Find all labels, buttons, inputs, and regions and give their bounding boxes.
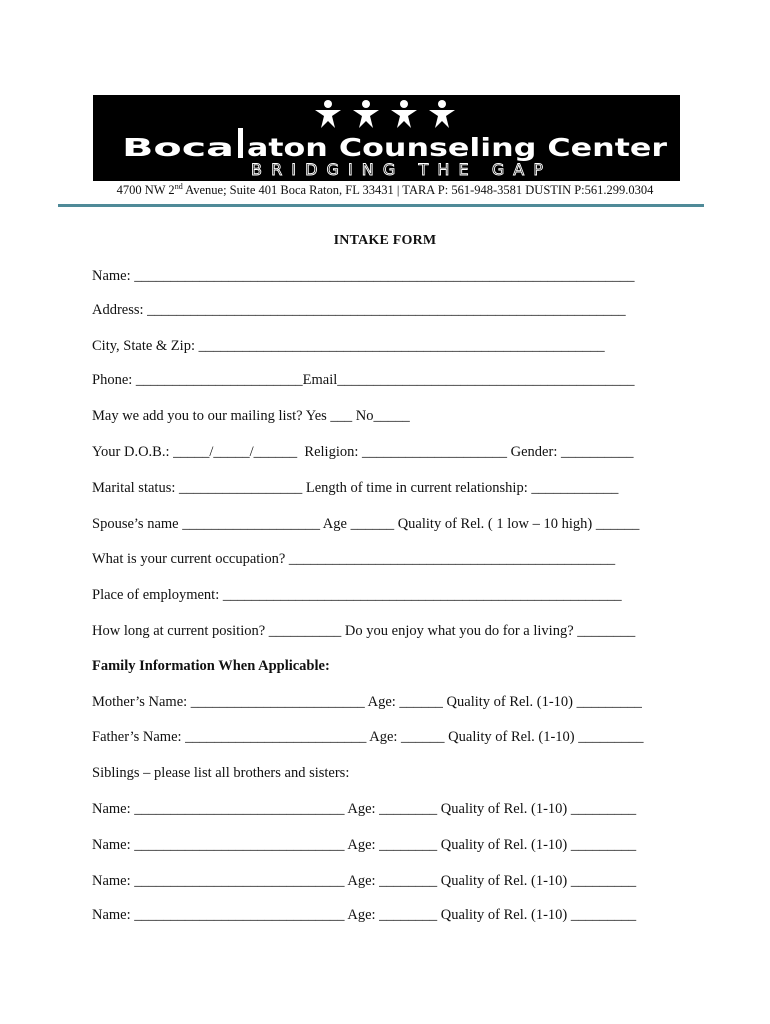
address-field-line[interactable]: Address: __________________________________________________________________ [92,302,626,318]
sibling-field-line[interactable]: Name: _____________________________ Age: ________ Quality of Rel. (1-10) _________ [92,873,637,889]
spouse-field-line[interactable]: Spouse’s name ___________________ Age ______ Quality of Rel. ( 1 low – 10 high) ______ [92,516,640,532]
employment-field-line[interactable]: Place of employment: _______________________________________________________ [92,587,622,603]
name-field-line[interactable]: Name: _____________________________________________________________________ [92,268,635,284]
occupation-field-line[interactable]: What is your current occupation? _____________________________________________ [92,551,616,567]
address-line: 4700 NW 2nd Avenue; Suite 401 Boca Raton, FL 33431 | TARA P: 561-948-3581 DUSTIN P:561.299.0304 [116,181,654,197]
mailing-list-field-line[interactable]: May we add you to our mailing list? Yes ___ No_____ [92,408,410,424]
phone-email-field-line[interactable]: Phone: _______________________Email_________________________________________ [92,372,635,388]
sibling-field-line[interactable]: Name: _____________________________ Age: ________ Quality of Rel. (1-10) _________ [92,907,637,923]
mother-field-line[interactable]: Mother’s Name: ________________________ Age: ______ Quality of Rel. (1-10) _________ [92,694,642,710]
logo-graphic [93,95,680,181]
logo-banner [93,95,680,181]
city-state-zip-field-line[interactable]: City, State & Zip: ________________________________________________________ [92,338,605,354]
dob-religion-gender-field-line[interactable]: Your D.O.B.: _____/_____/______ Religion: ____________________ Gender: __________ [92,444,634,460]
logo-word-boca: Boca [122,133,234,162]
marital-status-field-line[interactable]: Marital status: _________________ Length of time in current relationship: ____________ [92,480,619,496]
father-field-line[interactable]: Father’s Name: _________________________ Age: ______ Quality of Rel. (1-10) _________ [92,729,644,745]
position-duration-field-line[interactable]: How long at current position? __________ Do you enjoy what you do for a living? ________ [92,623,636,639]
logo-bar [238,128,243,158]
logo-tagline: BRIDGING THE GAP [251,160,543,179]
form-title: INTAKE FORM [333,233,437,248]
logo-word-rest: aton Counseling Center [247,133,668,162]
sibling-field-line[interactable]: Name: _____________________________ Age: ________ Quality of Rel. (1-10) _________ [92,837,637,853]
sibling-field-line[interactable]: Name: _____________________________ Age: ________ Quality of Rel. (1-10) _________ [92,801,637,817]
header-divider [58,204,704,207]
siblings-instruction: Siblings – please list all brothers and sisters: [92,765,350,781]
people-icons [315,100,455,128]
family-info-heading: Family Information When Applicable: [92,658,330,674]
